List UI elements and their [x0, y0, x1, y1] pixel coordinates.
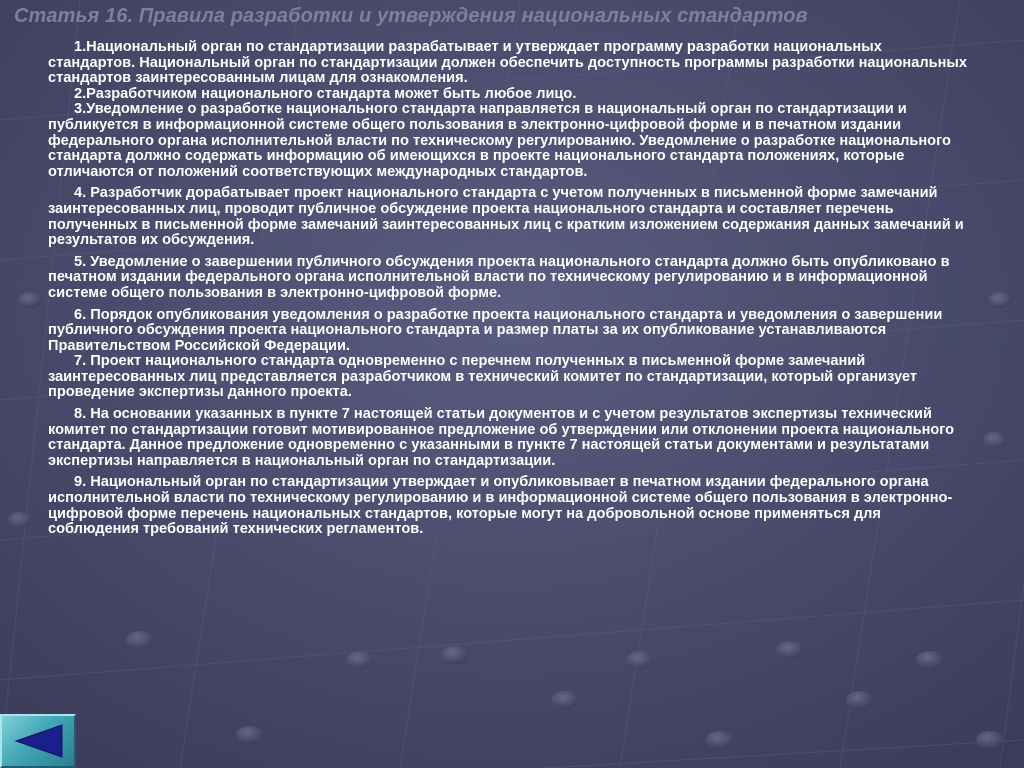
paragraph-9: 9. Национальный орган по стандартизации утверждает и опубликовывает в печатном издании федерального органа исполнительной власти по техническому регулированию и в информационной системе общего пользования в электронно-цифровой форме перечень национальных стандартов, которые могут на добровольной основе применяться для соблюдения требований технических регламентов. [48, 474, 953, 538]
paragraph-3: 3.Уведомление о разработке национального стандарта направляется в национальный орган по стандартизации и публикуется в информационной системе общего пользования в электронно-цифровой форме и в печатном издании федерального органа исполнительной власти по техническому регулированию. Уведомление о разработке национального стандарта должно содержать информацию об имеющихся в проекте национального стандарта положениях, которые отличаются от положений соответствующих международных стандартов. [48, 101, 951, 180]
back-button[interactable] [0, 714, 76, 768]
article-body [48, 40, 970, 538]
paragraph-5: 5. Уведомление о завершении публичного обсуждения проекта национального стандарта должно быть опубликовано в печатном издании федерального органа исполнительной власти по техническому регулированию и в информационной системе общего пользования в электронно-цифровой форме. [48, 253, 950, 301]
paragraph-1: 1.Национальный орган по стандартизации разрабатывает и утверждает программу разработки национальных стандартов. Национальный орган по стандартизации должен обеспечить доступность программы разработки национальных стандартов заинтересованным лицам для ознакомления. [48, 39, 967, 87]
paragraph-7: 7. Проект национального стандарта одновременно с перечнем полученных в письменной форме замечаний заинтересованных лиц представляется разработчиком в технический комитет по стандартизации, который организует проведение экспертизы данного проекта. [48, 353, 918, 401]
left-triangle-icon [12, 723, 64, 759]
paragraph-6: 6. Порядок опубликования уведомления о разработке проекта национального стандарта и уведомления о завершении публичного обсуждения проекта национального стандарта и размер платы за их опубликование устанавливаются Правительством Российской Федерации. [48, 306, 943, 354]
paragraph-2: 2.Разработчиком национального стандарта может быть любое лицо. [74, 85, 577, 102]
paragraph-8: 8. На основании указанных в пункте 7 настоящей статьи документов и с учетом результатов экспертизы технический комитет по стандартизации готовит мотивированное предложение об утверждении или отклонении проекта национального стандарта. Данное предложение одновременно с указанными в пункте 7 настоящей статьи документами и результатами экспертизы направляется в национальный орган по стандартизации. [48, 406, 955, 469]
paragraph-4: 4. Разработчик дорабатывает проект национального стандарта с учетом полученных в письменной форме замечаний заинтересованных лиц, проводит публичное обсуждение проекта национального стандарта и составляет перечень полученных в письменной форме замечаний заинтересованных лиц с кратким изложением содержания данных замечаний и результатов их обсуждения. [48, 185, 964, 249]
slide-title: Статья 16. Правила разработки и утверждения национальных стандартов [14, 5, 808, 27]
